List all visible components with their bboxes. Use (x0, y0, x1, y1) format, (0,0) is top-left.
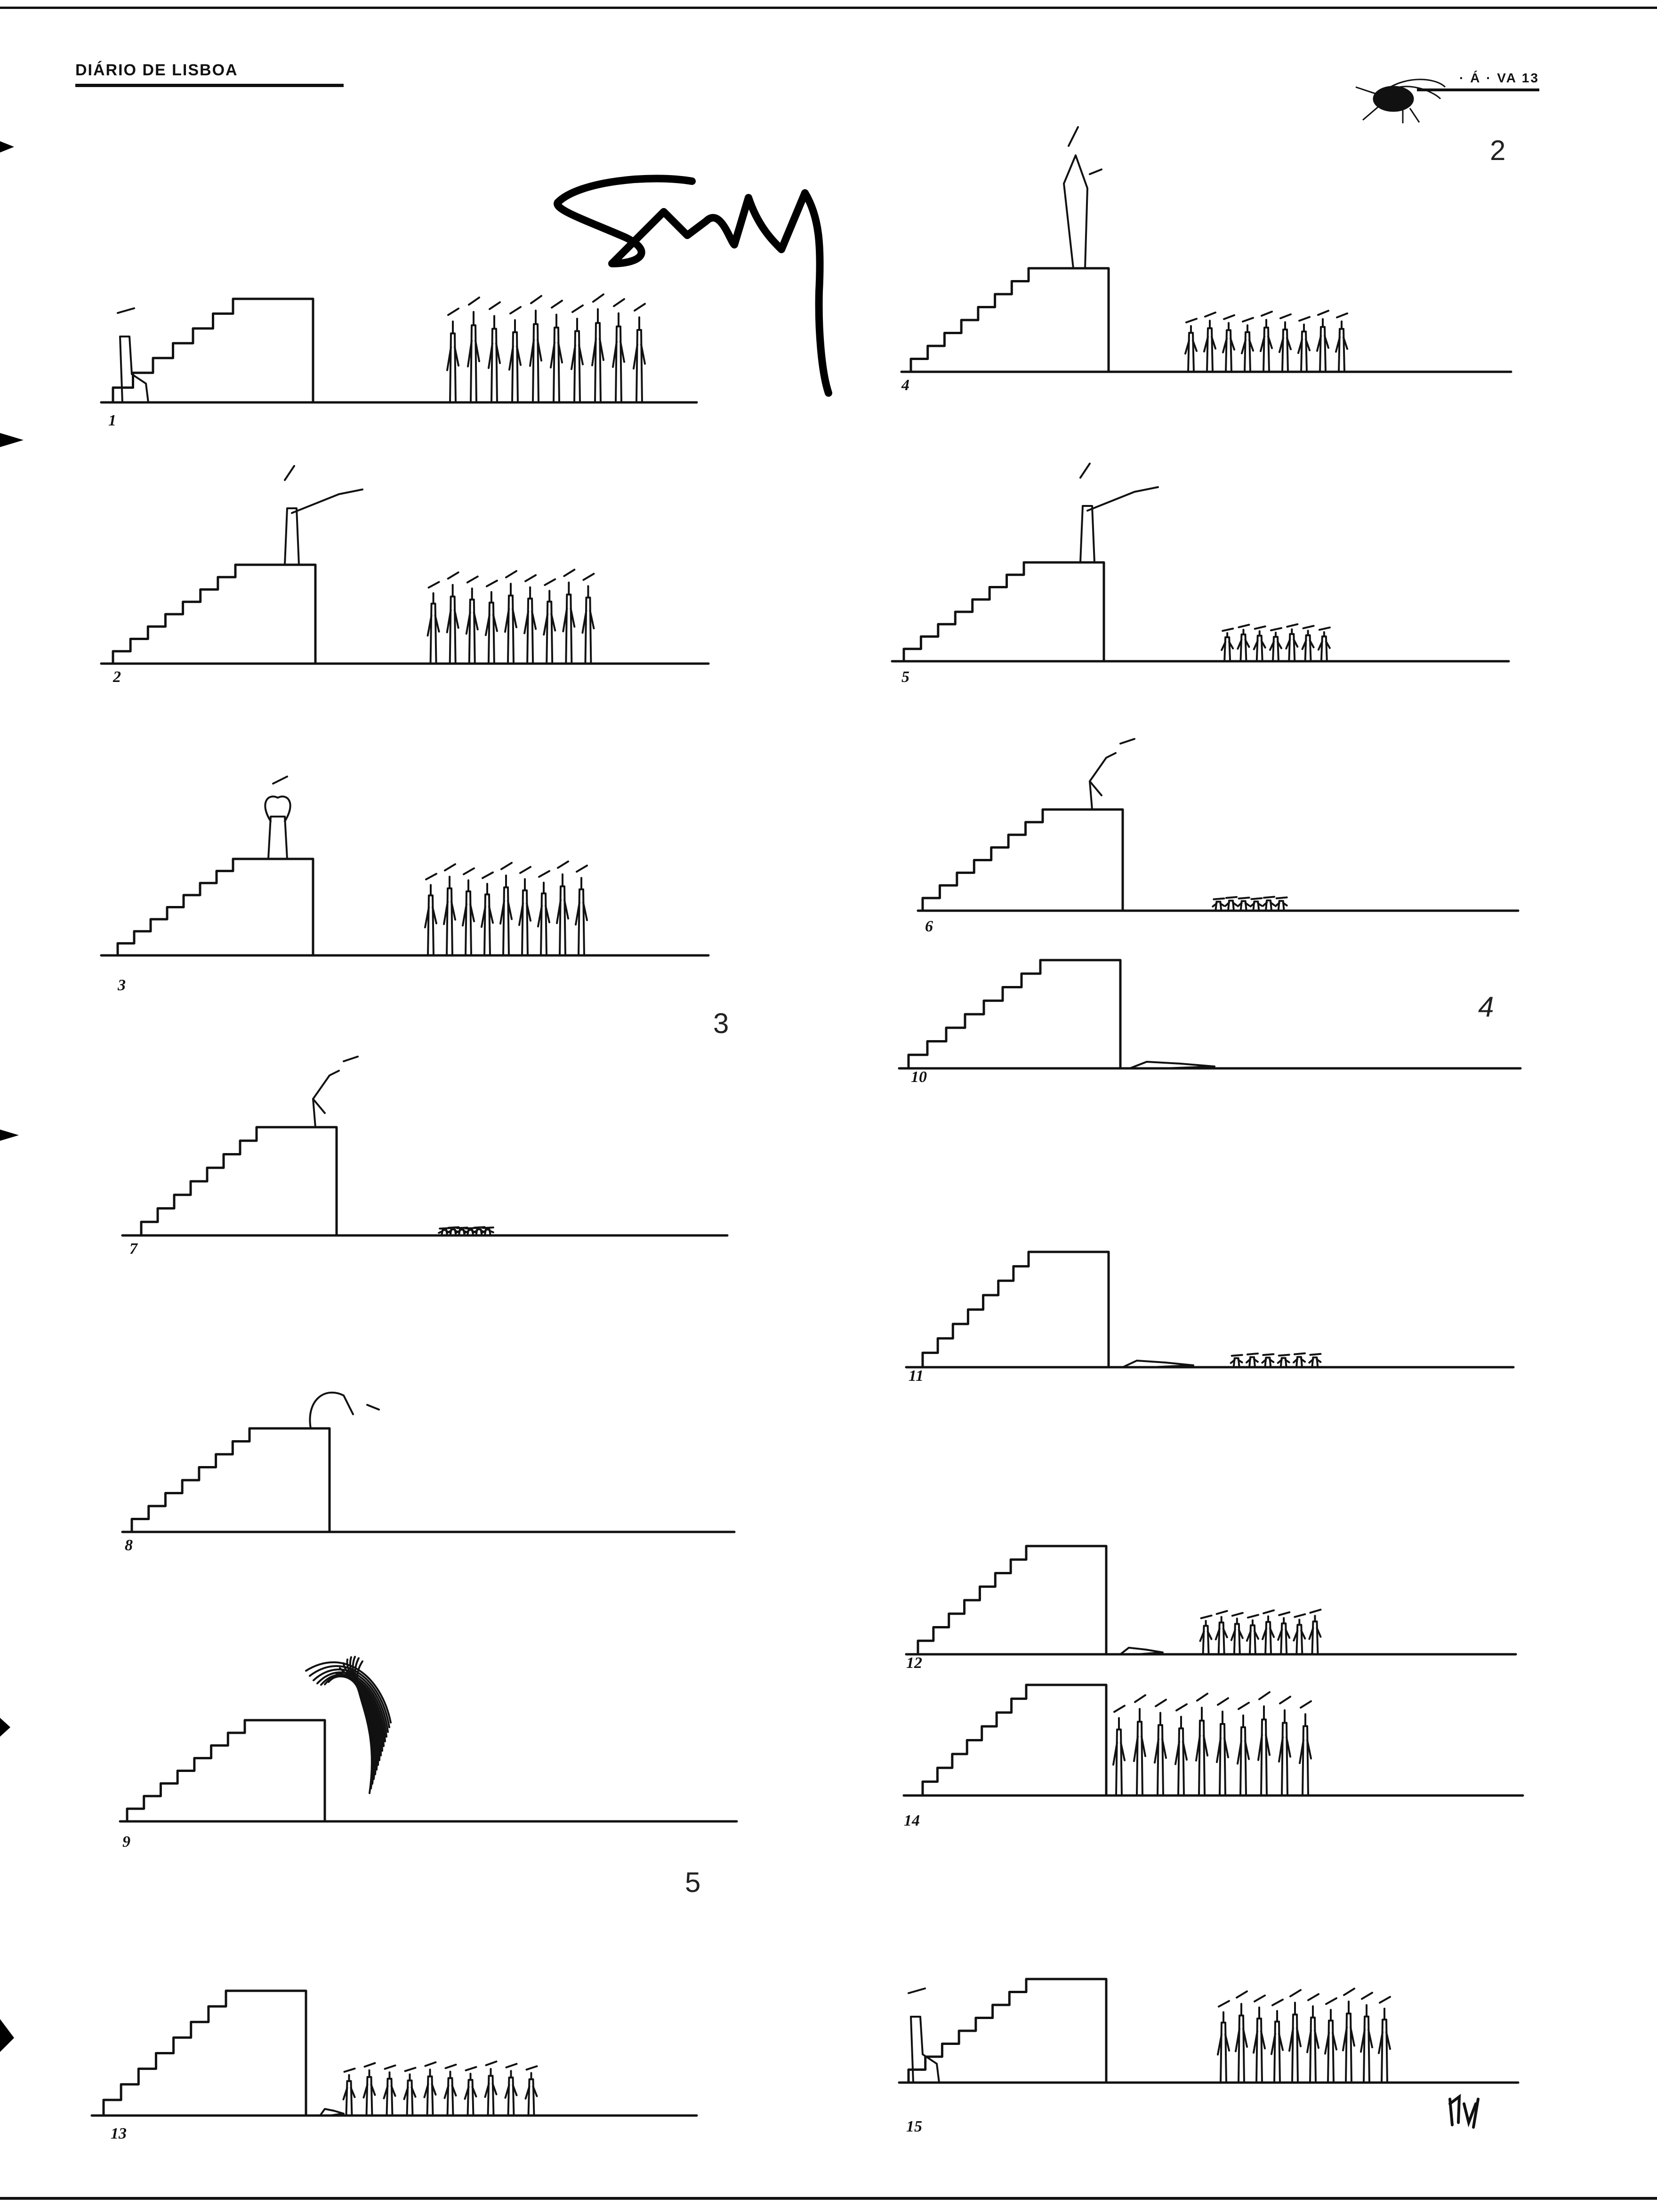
crowd-figure (467, 577, 478, 664)
crowd-figure (1254, 1996, 1265, 2083)
crowd-figure (551, 301, 562, 402)
crowd (1200, 1610, 1321, 1654)
hero-figure (310, 1393, 379, 1428)
frame-number: 12 (906, 1654, 922, 1672)
cartoon-panel (899, 1979, 1518, 2083)
crowd (1218, 1988, 1390, 2083)
crowd-figure (571, 305, 583, 402)
crowd-figure (1196, 1694, 1207, 1795)
crowd-figure (1250, 898, 1262, 911)
crowd-figure (1238, 1703, 1249, 1795)
crowd (1185, 311, 1347, 372)
crowd-figure (1263, 1611, 1274, 1654)
staircase (141, 1127, 337, 1235)
hero-figure (285, 466, 362, 565)
crowd-figure (425, 874, 436, 955)
crowd-figure (468, 297, 479, 402)
crowd-figure (1231, 1355, 1242, 1367)
crowd-figure (489, 302, 500, 402)
staircase (918, 1546, 1106, 1654)
crowd (1113, 1692, 1311, 1795)
section-number-2: 2 (1490, 135, 1506, 166)
crowd-figure (1185, 319, 1197, 372)
crowd-figure (1261, 312, 1272, 372)
frame-number: 3 (118, 977, 126, 994)
frame-number: 8 (125, 1537, 133, 1554)
crowd-figure (634, 304, 645, 402)
crowd-figure (592, 294, 603, 402)
crowd-figure (505, 571, 516, 664)
crowd-figure (1217, 1698, 1228, 1795)
crowd-figure (530, 296, 541, 402)
crowd-figure (1213, 898, 1224, 911)
staircase (113, 565, 315, 664)
crowd-figure (1309, 1610, 1320, 1654)
crowd-figure (1236, 1991, 1247, 2083)
section-number-4: 4 (1478, 991, 1494, 1023)
cartoon-panel (899, 960, 1520, 1068)
crowd-figure (506, 2064, 517, 2116)
crowd-figure (1300, 1701, 1311, 1795)
crowd-figure (1222, 629, 1233, 661)
staircase (118, 859, 313, 955)
sam-title-logo (557, 178, 828, 393)
page-number: · Á · VA 13 (1459, 71, 1539, 85)
frame-number: 10 (911, 1068, 927, 1086)
cartoon-panel (906, 1252, 1513, 1367)
crowd-figure (1258, 1692, 1270, 1795)
crowd-figure (1175, 1704, 1187, 1795)
crowd-figure (1247, 1615, 1258, 1654)
crowd-figure (482, 873, 493, 955)
staircase (911, 268, 1109, 372)
crowd-figure (1113, 1706, 1125, 1795)
crowd-figure (519, 867, 531, 955)
crowd-figure (1379, 1997, 1390, 2083)
crowd-figure (1319, 627, 1330, 661)
crowd-figure (509, 307, 521, 402)
crowd-figure (544, 579, 555, 664)
crowd-figure (447, 572, 458, 664)
crowd-figure (1223, 315, 1234, 372)
crowd-figure (500, 863, 512, 955)
hero-figure (1090, 739, 1134, 809)
crowd-figure (1298, 317, 1310, 372)
crowd-figure (384, 2066, 395, 2116)
crowd-figure (563, 569, 574, 664)
frame-number: 6 (925, 918, 933, 935)
frame-number: 13 (111, 2125, 127, 2142)
crowd-figure (1247, 1354, 1258, 1367)
tumbling-figures-burst (306, 1657, 391, 1793)
cartoon-panel (892, 562, 1509, 661)
crowd-figure (486, 581, 497, 664)
staircase (923, 1252, 1109, 1367)
staircase (127, 1720, 325, 1821)
staircase (909, 960, 1120, 1068)
staircase (904, 562, 1104, 661)
crowd-figure (1231, 1613, 1243, 1654)
crowd-figure (485, 2061, 497, 2116)
staircase (909, 1979, 1106, 2083)
masthead: DIÁRIO DE LISBOA (75, 61, 238, 79)
bottom-border-rule (0, 2197, 1657, 2200)
frame-number: 14 (904, 1812, 920, 1829)
crowd-figure (1238, 898, 1249, 911)
cartoon-panel (120, 1720, 737, 1821)
crowd (428, 569, 594, 664)
crowd-figure (613, 299, 624, 402)
crowd-figure (465, 2067, 476, 2116)
staircase (113, 299, 313, 402)
cartoon-panel (122, 1428, 734, 1532)
crowd-figure (1216, 1611, 1227, 1654)
crowd-figure (1336, 313, 1347, 372)
frame-number: 15 (906, 2118, 922, 2135)
frame-number: 9 (122, 1833, 130, 1851)
crowd-figure (428, 582, 439, 664)
cartoon-panel (904, 1685, 1523, 1795)
frame-number: 7 (129, 1240, 137, 1258)
crowd-figure (557, 861, 568, 955)
crowd-figure (1134, 1695, 1145, 1795)
crowd-figure (344, 2068, 355, 2116)
frame-number: 11 (909, 1367, 924, 1385)
crowd-figure (526, 2066, 537, 2116)
frame-number: 1 (108, 412, 116, 429)
crowd-figure (1303, 626, 1314, 661)
section-number-5: 5 (685, 1867, 701, 1898)
crowd-figure (1200, 1616, 1212, 1654)
staircase (923, 809, 1123, 911)
binding-marks (0, 141, 24, 2052)
crowd-figure (538, 871, 549, 955)
crowd-figure (1238, 625, 1249, 661)
fly-emblem (1356, 80, 1445, 123)
crowd-figure (1325, 1998, 1336, 2083)
crowd-figure (445, 2065, 456, 2116)
crowd-figure (1279, 314, 1291, 372)
crowd-figure (1307, 1994, 1319, 2083)
crowd-figure (1271, 2000, 1283, 2083)
frame-number: 5 (901, 668, 909, 686)
crowd-figure (576, 866, 587, 955)
staircase (132, 1428, 330, 1532)
crowd-figure (425, 2062, 436, 2116)
crowd-figure (1242, 318, 1253, 372)
crowd-figure (1361, 1993, 1372, 2083)
crowd-figure (444, 864, 455, 955)
cartoon-panel (92, 1991, 697, 2116)
crowd (447, 294, 645, 402)
crowd-figure (1278, 1612, 1289, 1654)
crowd-figure (447, 309, 458, 402)
crowd-figure (1286, 624, 1297, 661)
hero-figure (265, 777, 290, 859)
crowd-figure (1279, 1697, 1290, 1795)
crowd-figure (1289, 1990, 1301, 2083)
cartoon-panel (901, 268, 1511, 372)
crowd-figure (1309, 1354, 1320, 1367)
section-number-3: 3 (713, 1008, 729, 1039)
cartoon-panel (918, 809, 1518, 911)
crowd-figure (1270, 628, 1281, 661)
crowd-figure (364, 2063, 375, 2116)
crowd-figure (1218, 2001, 1229, 2083)
crowd-figure (404, 2068, 416, 2116)
crowd-figure (1262, 1354, 1273, 1367)
hero-figure (1064, 127, 1102, 268)
crowd-figure (1155, 1699, 1166, 1795)
crowd-figure (582, 574, 594, 664)
crowd-figure (1204, 313, 1215, 372)
crowd (1231, 1353, 1321, 1367)
hero-figure (313, 1057, 358, 1127)
crowd (1213, 897, 1287, 911)
crowd-figure (1343, 1988, 1354, 2083)
crowd-figure (482, 1227, 493, 1235)
crowd-figure (1263, 897, 1274, 911)
staircase (923, 1685, 1106, 1795)
crowd-figure (524, 575, 536, 664)
crowd (344, 2061, 537, 2116)
artist-signature (1450, 2097, 1478, 2127)
crowd-figure (1294, 1614, 1305, 1654)
frame-number: 2 (113, 668, 121, 686)
cartoon-panel (101, 299, 697, 402)
crowd-figure (1254, 626, 1265, 661)
frame-number: 4 (901, 377, 909, 394)
hero-figure (1080, 464, 1158, 562)
crowd-figure (1278, 1355, 1289, 1367)
cartoon-panel (122, 1127, 727, 1235)
crowd (439, 1227, 493, 1235)
cartoon-panel (101, 859, 708, 955)
crowd-figure (1276, 898, 1287, 911)
crowd (425, 861, 587, 955)
crowd-figure (1225, 897, 1237, 911)
crowd-figure (1317, 311, 1328, 372)
crowd-figure (1294, 1353, 1305, 1367)
staircase (104, 1991, 306, 2116)
crowd (1222, 624, 1330, 661)
crowd-figure (463, 868, 474, 955)
cartoon-panel (101, 565, 708, 664)
